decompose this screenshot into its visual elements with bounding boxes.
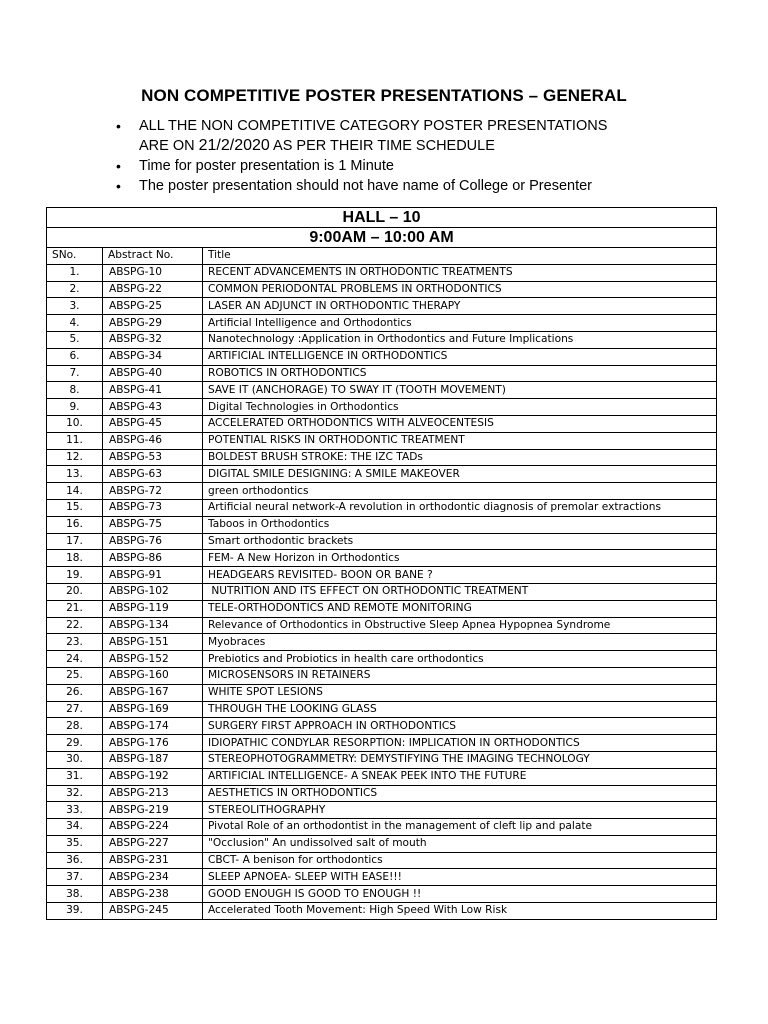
table-row bbox=[47, 667, 717, 684]
row-sno: 38. bbox=[47, 886, 103, 903]
row-title: COMMON PERIODONTAL PROBLEMS IN ORTHODONTICS bbox=[203, 281, 717, 298]
row-abstract-no: ABSPG-32 bbox=[103, 331, 203, 348]
table-row bbox=[47, 382, 717, 399]
row-sno: 26. bbox=[47, 684, 103, 701]
row-sno: 32. bbox=[47, 785, 103, 802]
table-row bbox=[47, 869, 717, 886]
row-title: Relevance of Orthodontics in Obstructive Sleep Apnea Hypopnea Syndrome bbox=[203, 617, 717, 634]
row-abstract-no: ABSPG-151 bbox=[103, 634, 203, 651]
row-sno: 8. bbox=[47, 382, 103, 399]
row-abstract-no: ABSPG-187 bbox=[103, 751, 203, 768]
row-abstract-no: ABSPG-169 bbox=[103, 701, 203, 718]
row-abstract-no: ABSPG-176 bbox=[103, 735, 203, 752]
table-row bbox=[47, 735, 717, 752]
table-row bbox=[47, 583, 717, 600]
table-row bbox=[47, 718, 717, 735]
table-row bbox=[47, 298, 717, 315]
row-sno: 37. bbox=[47, 869, 103, 886]
row-title: Pivotal Role of an orthodontist in the management of cleft lip and palate bbox=[203, 819, 717, 836]
row-abstract-no: ABSPG-119 bbox=[103, 600, 203, 617]
table-row bbox=[47, 432, 717, 449]
table-row bbox=[47, 819, 717, 836]
row-sno: 12. bbox=[47, 449, 103, 466]
row-title: LASER AN ADJUNCT IN ORTHODONTIC THERAPY bbox=[203, 298, 717, 315]
row-abstract-no: ABSPG-219 bbox=[103, 802, 203, 819]
row-sno: 28. bbox=[47, 718, 103, 735]
row-abstract-no: ABSPG-245 bbox=[103, 903, 203, 920]
row-abstract-no: ABSPG-72 bbox=[103, 483, 203, 500]
row-sno: 22. bbox=[47, 617, 103, 634]
row-title: HEADGEARS REVISITED- BOON OR BANE ? bbox=[203, 567, 717, 584]
row-sno: 11. bbox=[47, 432, 103, 449]
row-abstract-no: ABSPG-43 bbox=[103, 399, 203, 416]
row-title: ARTIFICIAL INTELLIGENCE- A SNEAK PEEK INTO THE FUTURE bbox=[203, 768, 717, 785]
table-row bbox=[47, 903, 717, 920]
row-sno: 23. bbox=[47, 634, 103, 651]
page-title: NON COMPETITIVE POSTER PRESENTATIONS – GENERAL bbox=[141, 86, 627, 105]
row-title: Artificial neural network-A revolution in orthodontic diagnosis of premolar extractions bbox=[203, 499, 717, 516]
table-row bbox=[47, 483, 717, 500]
table-row bbox=[47, 852, 717, 869]
row-sno: 16. bbox=[47, 516, 103, 533]
row-title: AESTHETICS IN ORTHODONTICS bbox=[203, 785, 717, 802]
row-abstract-no: ABSPG-174 bbox=[103, 718, 203, 735]
column-header-title: Title bbox=[203, 248, 717, 265]
row-sno: 13. bbox=[47, 466, 103, 483]
column-header-abstract-no: Abstract No. bbox=[103, 248, 203, 265]
table-row bbox=[47, 701, 717, 718]
row-abstract-no: ABSPG-29 bbox=[103, 315, 203, 332]
row-sno: 29. bbox=[47, 735, 103, 752]
row-sno: 36. bbox=[47, 852, 103, 869]
row-sno: 24. bbox=[47, 651, 103, 668]
schedule-rows bbox=[47, 264, 717, 919]
row-sno: 31. bbox=[47, 768, 103, 785]
row-abstract-no: ABSPG-53 bbox=[103, 449, 203, 466]
instruction-item-3: • The poster presentation should not have name of College or Presenter bbox=[112, 176, 712, 196]
row-title: "Occlusion" An undissolved salt of mouth bbox=[203, 835, 717, 852]
table-row bbox=[47, 751, 717, 768]
row-title: green orthodontics bbox=[203, 483, 717, 500]
row-abstract-no: ABSPG-46 bbox=[103, 432, 203, 449]
row-sno: 1. bbox=[47, 264, 103, 281]
table-row bbox=[47, 684, 717, 701]
table-row bbox=[47, 466, 717, 483]
row-sno: 20. bbox=[47, 583, 103, 600]
table-row bbox=[47, 449, 717, 466]
row-abstract-no: ABSPG-63 bbox=[103, 466, 203, 483]
instruction-1-prefix: ARE ON bbox=[139, 138, 199, 154]
row-sno: 18. bbox=[47, 550, 103, 567]
row-abstract-no: ABSPG-73 bbox=[103, 499, 203, 516]
hall-heading: HALL – 10 bbox=[47, 208, 717, 228]
row-sno: 25. bbox=[47, 667, 103, 684]
row-abstract-no: ABSPG-213 bbox=[103, 785, 203, 802]
row-abstract-no: ABSPG-167 bbox=[103, 684, 203, 701]
row-title: CBCT- A benison for orthodontics bbox=[203, 852, 717, 869]
row-sno: 33. bbox=[47, 802, 103, 819]
table-row bbox=[47, 550, 717, 567]
table-row bbox=[47, 600, 717, 617]
row-title: SURGERY FIRST APPROACH IN ORTHODONTICS bbox=[203, 718, 717, 735]
row-title: Prebiotics and Probiotics in health care orthodontics bbox=[203, 651, 717, 668]
table-row bbox=[47, 348, 717, 365]
table-row bbox=[47, 835, 717, 852]
row-title: POTENTIAL RISKS IN ORTHODONTIC TREATMENT bbox=[203, 432, 717, 449]
table-row bbox=[47, 634, 717, 651]
row-title: Artificial Intelligence and Orthodontics bbox=[203, 315, 717, 332]
row-title: GOOD ENOUGH IS GOOD TO ENOUGH !! bbox=[203, 886, 717, 903]
row-abstract-no: ABSPG-231 bbox=[103, 852, 203, 869]
presentation-date: 21/2/2020 bbox=[198, 137, 270, 154]
table-row bbox=[47, 516, 717, 533]
row-title: ACCELERATED ORTHODONTICS WITH ALVEOCENTESIS bbox=[203, 415, 717, 432]
row-title: Taboos in Orthodontics bbox=[203, 516, 717, 533]
row-title: Accelerated Tooth Movement: High Speed With Low Risk bbox=[203, 903, 717, 920]
instruction-list bbox=[112, 116, 712, 196]
table-row bbox=[47, 331, 717, 348]
table-row bbox=[47, 281, 717, 298]
instruction-1-line-1: ALL THE NON COMPETITIVE CATEGORY POSTER PRESENTATIONS bbox=[139, 118, 608, 134]
row-title: SAVE IT (ANCHORAGE) TO SWAY IT (TOOTH MOVEMENT) bbox=[203, 382, 717, 399]
row-sno: 9. bbox=[47, 399, 103, 416]
row-abstract-no: ABSPG-34 bbox=[103, 348, 203, 365]
table-row bbox=[47, 617, 717, 634]
row-title: Digital Technologies in Orthodontics bbox=[203, 399, 717, 416]
table-row bbox=[47, 802, 717, 819]
row-title: MICROSENSORS IN RETAINERS bbox=[203, 667, 717, 684]
row-sno: 6. bbox=[47, 348, 103, 365]
row-sno: 19. bbox=[47, 567, 103, 584]
row-abstract-no: ABSPG-102 bbox=[103, 583, 203, 600]
row-sno: 27. bbox=[47, 701, 103, 718]
row-title: SLEEP APNOEA- SLEEP WITH EASE!!! bbox=[203, 869, 717, 886]
row-abstract-no: ABSPG-160 bbox=[103, 667, 203, 684]
instruction-item-2: • Time for poster presentation is 1 Minute bbox=[112, 156, 712, 176]
row-title: BOLDEST BRUSH STROKE: THE IZC TADs bbox=[203, 449, 717, 466]
row-abstract-no: ABSPG-10 bbox=[103, 264, 203, 281]
instruction-item-1 bbox=[112, 116, 712, 156]
row-title: THROUGH THE LOOKING GLASS bbox=[203, 701, 717, 718]
table-row bbox=[47, 399, 717, 416]
row-sno: 21. bbox=[47, 600, 103, 617]
row-sno: 2. bbox=[47, 281, 103, 298]
row-sno: 3. bbox=[47, 298, 103, 315]
row-sno: 4. bbox=[47, 315, 103, 332]
column-header-row bbox=[47, 248, 717, 265]
schedule-table bbox=[46, 207, 717, 920]
table-row bbox=[47, 785, 717, 802]
row-title: Nanotechnology :Application in Orthodontics and Future Implications bbox=[203, 331, 717, 348]
row-sno: 34. bbox=[47, 819, 103, 836]
row-title: Myobraces bbox=[203, 634, 717, 651]
table-row bbox=[47, 499, 717, 516]
row-abstract-no: ABSPG-76 bbox=[103, 533, 203, 550]
table-row bbox=[47, 533, 717, 550]
row-abstract-no: ABSPG-227 bbox=[103, 835, 203, 852]
time-slot-heading: 9:00AM – 10:00 AM bbox=[47, 228, 717, 248]
row-title: DIGITAL SMILE DESIGNING: A SMILE MAKEOVER bbox=[203, 466, 717, 483]
table-row bbox=[47, 567, 717, 584]
row-sno: 30. bbox=[47, 751, 103, 768]
row-abstract-no: ABSPG-192 bbox=[103, 768, 203, 785]
table-row bbox=[47, 315, 717, 332]
table-row bbox=[47, 651, 717, 668]
row-title: ROBOTICS IN ORTHODONTICS bbox=[203, 365, 717, 382]
row-title: TELE-ORTHODONTICS AND REMOTE MONITORING bbox=[203, 600, 717, 617]
row-sno: 5. bbox=[47, 331, 103, 348]
hall-row bbox=[47, 208, 717, 228]
table-row bbox=[47, 365, 717, 382]
row-sno: 10. bbox=[47, 415, 103, 432]
column-header-sno: SNo. bbox=[47, 248, 103, 265]
row-sno: 14. bbox=[47, 483, 103, 500]
instruction-1-suffix: AS PER THEIR TIME SCHEDULE bbox=[269, 138, 495, 154]
row-title: RECENT ADVANCEMENTS IN ORTHODONTIC TREATMENTS bbox=[203, 264, 717, 281]
row-title: ARTIFICIAL INTELLIGENCE IN ORTHODONTICS bbox=[203, 348, 717, 365]
row-abstract-no: ABSPG-234 bbox=[103, 869, 203, 886]
row-title: STEREOPHOTOGRAMMETRY: DEMYSTIFYING THE IMAGING TECHNOLOGY bbox=[203, 751, 717, 768]
row-sno: 7. bbox=[47, 365, 103, 382]
time-row bbox=[47, 228, 717, 248]
row-title: NUTRITION AND ITS EFFECT ON ORTHODONTIC TREATMENT bbox=[203, 583, 717, 600]
row-abstract-no: ABSPG-238 bbox=[103, 886, 203, 903]
row-abstract-no: ABSPG-86 bbox=[103, 550, 203, 567]
row-abstract-no: ABSPG-40 bbox=[103, 365, 203, 382]
table-row bbox=[47, 768, 717, 785]
row-abstract-no: ABSPG-25 bbox=[103, 298, 203, 315]
row-abstract-no: ABSPG-75 bbox=[103, 516, 203, 533]
row-title: STEREOLITHOGRAPHY bbox=[203, 802, 717, 819]
row-sno: 17. bbox=[47, 533, 103, 550]
table-row bbox=[47, 886, 717, 903]
row-sno: 35. bbox=[47, 835, 103, 852]
row-abstract-no: ABSPG-152 bbox=[103, 651, 203, 668]
row-sno: 15. bbox=[47, 499, 103, 516]
table-row bbox=[47, 415, 717, 432]
row-sno: 39. bbox=[47, 903, 103, 920]
table-row bbox=[47, 264, 717, 281]
row-title: WHITE SPOT LESIONS bbox=[203, 684, 717, 701]
row-title: FEM- A New Horizon in Orthodontics bbox=[203, 550, 717, 567]
row-abstract-no: ABSPG-134 bbox=[103, 617, 203, 634]
row-abstract-no: ABSPG-91 bbox=[103, 567, 203, 584]
row-abstract-no: ABSPG-22 bbox=[103, 281, 203, 298]
row-abstract-no: ABSPG-45 bbox=[103, 415, 203, 432]
row-abstract-no: ABSPG-41 bbox=[103, 382, 203, 399]
row-title: IDIOPATHIC CONDYLAR RESORPTION: IMPLICATION IN ORTHODONTICS bbox=[203, 735, 717, 752]
row-title: Smart orthodontic brackets bbox=[203, 533, 717, 550]
row-abstract-no: ABSPG-224 bbox=[103, 819, 203, 836]
